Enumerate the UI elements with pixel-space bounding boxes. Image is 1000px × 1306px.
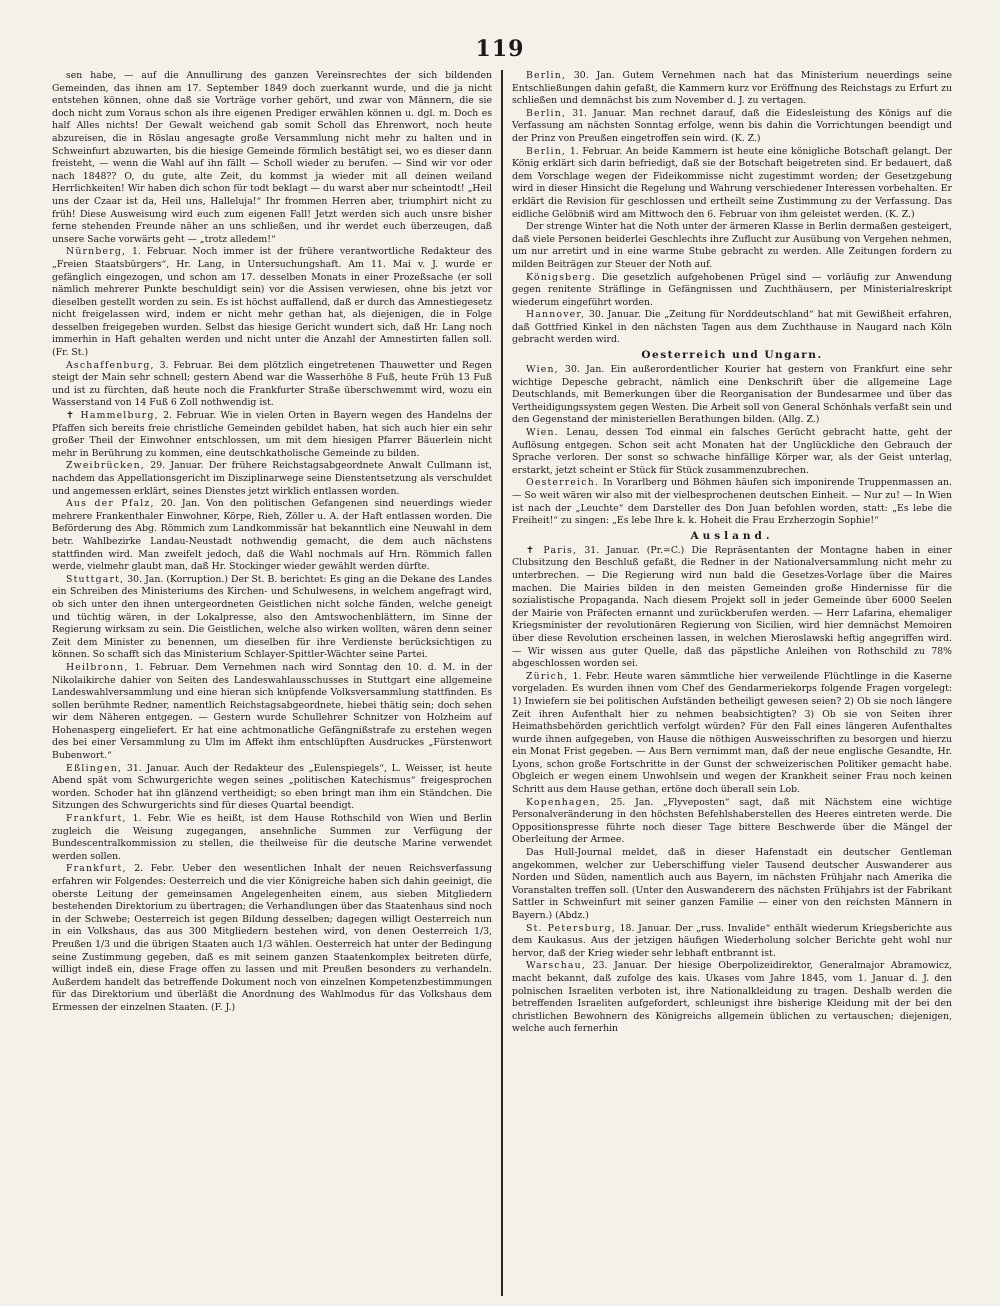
news-article [52,410,492,460]
two-column-layout [52,70,952,1296]
article-text: 30. Januar. Die „Zeitung für Norddeutschland“ hat mit Gewißheit erfahren, daß Gottfried Kinkel in den nächsten Tagen aus dem Zuchthause in Naugard nach Köln gebracht werden wird. [512,309,952,346]
article-text: 25. Jan. „Flyveposten“ sagt, daß mit Nächstem eine wichtige Personalveränderung in den höchsten Befehlshaberstellen des Heeres eintreten werde. Die Oppositionspresse führte noch dieser Tage bittere Beschwerde über die Mängel der Oberleitung der Armee. [512,796,952,846]
section-heading: Ausland. [690,529,774,542]
news-article [512,108,952,146]
article-dateline: St. Petersburg, [526,922,616,934]
news-article [512,427,952,477]
article-text: 1. Februar. Noch immer ist der frühere verantwortliche Redakteur des „Freien Staatsbürgers“, Hr. Lang, in Untersuchungshaft. Am 11. Mai v. J. wurde er gefänglich eingezogen, und schon am 17. desselben Monats in einer Prozeßsache (er soll nämlich mehrerer Punkte beschuldigt sein) vor die Assisen verwiesen, ohne bis jetzt vor dieselben gestellt worden zu sein. Es ist höchst auffallend, daß er durch das Amnestiegesetz nicht freigelassen wird, indem er nicht mehr gethan hat, als diejenigen, die in Folge desselben freigegeben wurden. Selbst das hiesige Gericht wundert sich, daß Hr. Lang noch immerhin in Haft gehalten werden und nicht unter die Anzahl der Amnestirten fallen soll. (Fr. St.) [52,246,492,359]
news-article [52,662,492,763]
article-text: 1. Februar. An beide Kammern ist heute eine königliche Botschaft gelangt. Der König erklärt sich darin befriedigt, daß sie der Botschaft beigetreten sind. Er bedauert, daß dem Vorschlage wegen der Fideikommisse nicht zugestimmt worden; der Gesetzgebung wird in dieser Hinsicht die Regelung und Wahrung verschiedener Interessen vorbehalten. Er erklärt die Revision für geschlossen und ertheilt seine Zustimmung zu der Verfassung. Das eidliche Gelöbniß wird am Mittwoch den 6. Februar von ihm geleistet werden. (K. Z.) [512,145,952,220]
left-column [52,70,492,1296]
news-article [512,70,952,108]
news-article [52,863,492,1014]
article-dateline: Warschau, [526,960,586,972]
news-article [52,246,492,359]
article-dateline: Oesterreich. [526,477,600,489]
news-article [512,671,952,797]
news-article [512,960,952,1036]
page-number: 119 [475,36,525,62]
news-article [512,477,952,527]
article-dateline: ✝ Hammelburg, [66,410,159,422]
article-text: In Vorarlberg und Böhmen häufen sich imponirende Truppenmassen an. — So weit wären wir also mit der vielbesprochenen deutschen Einheit. — Nur zu! — In Wien ist nach der „Leuchte“ dem Darsteller des Don Juan befohlen worden, statt: „Es lebe die Freiheit!“ zu singen: „Es lebe Ihre k. k. Hoheit die Frau Erzherzogin Sophie!“ [512,477,952,527]
article-text: 31. Januar. Man rechnet darauf, daß die Eidesleistung des Königs auf die Verfassung am nächsten Sonntag erfolge, wenn bis dahin die Vorrichtungen beendigt und der Prinz von Preußen eingetroffen sein wird. (K. Z.) [512,107,952,144]
news-article [52,763,492,813]
article-dateline: Frankfurt, [66,863,127,875]
news-article [52,460,492,498]
article-dateline: Hannover, [526,309,586,321]
article-dateline: Eßlingen, [66,762,123,774]
article-dateline: Aus der Pfalz, [66,498,155,510]
article-dateline: Wien. [526,427,559,439]
article-text: 18. Januar. Der „russ. Invalide“ enthält wiederum Kriegsberichte aus dem Kaukasus. Aus der jetzigen häufigen Wiederholung solcher Berichte geht wohl nur hervor, daß der Krieg wieder sehr lebhaft entbrannt ist. [512,922,952,959]
article-text: Die gesetzlich aufgehobenen Prügel sind — vorläufig zur Anwendung gegen renitente Sträflinge in Gefängnissen und Zuchthäusern, per Ministerialreskript wiederum eingeführt worden. [512,271,952,308]
article-text: 23. Januar. Der hiesige Oberpolizeidirektor, Generalmajor Abramowicz, macht bekannt, daß zufolge des kais. Ukases vom Jahre 1845, vom 1. Januar d. J. den polnischen Israeliten verboten ist, ihre Nationalkleidung zu tragen. Deshalb werden die betreffenden Israeliten aufgefordert, schleunigst ihre bisherige Kleidung mit der bei den christlichen Bewohnern des Königreichs allgemein üblichen zu vertauschen; diejenigen, welche auch fernerhin [512,960,952,1035]
column-divider [501,70,503,1296]
article-text: 2. Februar. Wie in vielen Orten in Bayern wegen des Handelns der Pfaffen sich bereits freie christliche Gemeinden gebildet haben, hat sich auch hier ein sehr großer Theil der Einwohner entschlossen, um mit dem hiesigen Pfarrer Bäuerlein nicht mehr in Berührung zu kommen, eine deutschkatholische Gemeinde zu bilden. [52,410,492,459]
article-dateline: Stuttgart, [66,573,125,585]
news-article [52,70,492,246]
article-dateline: Wien, [526,364,559,376]
article-text: 3. Februar. Bei dem plötzlich eingetretenen Thauwetter und Regen steigt der Main sehr schnell; gestern Abend war die Wasserhöhe 8 Fuß, heute Früh 13 Fuß und ist zu fürchten, daß heute noch die Frankfurter Straße überschwemmt wird, wozu ein Wasserstand von 14 Fuß 6 Zoll nothwendig ist. [52,359,492,409]
article-dateline: Heilbronn, [66,661,129,673]
news-article [512,309,952,347]
article-dateline: Berlin, [526,145,567,157]
article-text: 30. Jan. (Korruption.) Der St. B. berichtet: Es ging an die Dekane des Landes ein Schreiben des Ministeriums des Kirchen- und Schulwesens, in welchem angefragt wird, ob sich unter den ihnen untergeordneten Geistlichen nicht solche fänden, welche geneigt und tüchtig wären, in der Lokalpresse, also den Amtswochenblättern, im Sinne der Regierung wirksam zu sein. Die Geistlichen, welche also wirken wollten, wären denn seiner Zeit dem Minister zu benennen, um dieselben für ihre Verdienste berücksichtigen zu können. So schafft sich das Ministerium Schlayer-Spittler-Wächter seine Partei. [52,573,492,661]
news-article [512,272,952,310]
article-text: 20. Jan. Von den politischen Gefangenen sind neuerdings wieder mehrere Frankenthaler Einwohner, Körpe, Rieh, Zöller u. A. der Haft entlassen worden. Die Beförderung des Abg. Römmich zum Landkommissär hat bekanntlich eine Neuwahl in dem betr. Wahlbezirke Landau-Neustadt nothwendig gemacht, die dem auch nächstens stattfinden wird. Man zweifelt jedoch, daß die Wahl nochmals auf Hrn. Römmich fallen werde, vielmehr glaubt man, daß Hr. Stockinger wieder gewählt werden dürfte. [52,498,492,573]
news-article [52,813,492,863]
article-dateline: Kopenhagen, [526,796,601,808]
article-dateline: Frankfurt, [66,813,127,825]
news-article [512,364,952,427]
article-dateline: Berlin, [526,107,567,119]
article-dateline: Aschaffenburg, [66,359,155,371]
news-article [512,146,952,222]
news-article [512,545,952,671]
news-article [52,498,492,574]
article-text: 30. Jan. Ein außerordentlicher Kourier hat gestern von Frankfurt eine sehr wichtige Depesche gebracht, nämlich eine Denkschrift über die allgemeine Lage Deutschlands, mit Bemerkungen über die Reorganisation der Bundesarmee und über das Vertheidigungssystem gegen Westen. Die Arbeit soll von General Schönhals verfaßt sein und den Gegenstand der ministeriellen Berathungen bilden. (Allg. Z.) [512,364,952,426]
news-article [512,221,952,271]
article-text: Lenau, dessen Tod einmal ein falsches Gerücht gebracht hatte, geht der Auflösung entgegen. Schon seit acht Monaten hat der Unglückliche den Gebrauch der Sprache verloren. Der sonst so schwache hinfällige Körper war, als der Geist unterlag, erstarkt, jetzt scheint er Stück für Stück zusammenzubrechen. [512,427,952,476]
section-heading: Oesterreich und Ungarn. [641,349,823,362]
article-text: 1. Febr. Wie es heißt, ist dem Hause Rothschild von Wien und Berlin zugleich die Weisung zugegangen, ansehnliche Summen zur Verfügung der Bundescentralkommission zu stellen, die theilweise für die deutsche Marine verwendet werden sollen. [52,813,492,862]
article-text: 2. Febr. Ueber den wesentlichen Inhalt der neuen Reichsverfassung erfahren wir Folgendes: Oesterreich und die vier Königreiche haben sich dahin geeinigt, die oberste Leitung der gemeinsamen Angelegenheiten einem, aus sieben Mitgliedern bestehenden Direktorium zu übertragen; die Verhandlungen über das Staatenhaus sind noch in der Schwebe; Oesterreich ist gegen Bildung desselben; dagegen willigt Oesterreich nun in ein Volkshaus, das aus 300 Mitgliedern bestehen wird, von denen Oesterreich 1/3, Preußen 1/3 und die übrigen Staaten auch 1/3 wählen. Oesterreich hat unter der Bedingung seine Zustimmung gegeben, daß es mit seinem ganzen Staatenkomplex beitreten dürfe, willigt indeß ein, diese Frage offen zu lassen und mit Preußen besonders zu verhandeln. Außerdem handelt das betreffende Dokument noch von einzelnen Kompetenzbestimmungen für das Direktorium und überläßt die Anordnung des Wahlmodus für das Volkshaus dem Ermessen der einzelnen Staaten. (F. J.) [52,863,492,1013]
article-text: 29. Januar. Der frühere Reichstagsabgeordnete Anwalt Cullmann ist, nachdem das Appellationsgericht im Disziplinarwege seine Dienstentsetzung als verschuldet und angemessen erklärt, seines Dienstes jetzt wirklich entlassen worden. [52,460,492,497]
article-dateline: Nürnberg, [66,246,127,258]
news-article [512,797,952,847]
news-article [512,847,952,923]
article-text: 1. Febr. Heute waren sämmtliche hier verweilende Flüchtlinge in die Kaserne vorgeladen. Es wurden ihnen vom Chef des Gendarmeriekorps folgende Fragen vorgelegt: 1) Inwiefern sie bei politischen Aufständen betheiligt gewesen seien? 2) Ob sie noch längere Zeit ihren Aufenthalt hier zu nehmen beabsichtigten? 3) Ob sie von Seiten ihrer Heimathsbehörden gerichtlich verfolgt würden? Für den Fall eines längeren Aufenthaltes wurde ihnen aufgegeben, von Hause die nöthigen Ausweisschriften zu besorgen und hierzu ein Monat Frist gegeben. — Aus Bern vernimmt man, daß der neue englische Gesandte, Hr. Lyons, schon große Fortschritte in der Gunst der schweizerischen Politiker gemacht habe. Obgleich er wegen einem Unwohlsein und wegen der Krankheit seiner Frau noch keinen Schritt aus dem Hause gethan, ertöne doch überall sein Lob. [512,670,952,796]
article-text: Das Hull-Journal meldet, daß in dieser Hafenstadt ein deutscher Gentleman angekommen, welcher zur Ueberschiffung vieler Tausend deutscher Auswanderer aus Norden und Süden, namentlich auch aus Bayern, im nächsten Frühjahr nach Amerika die Voranstalten treffen soll. (Unter den Auswanderern des nächsten Frühjahrs ist der Fabrikant Sattler in Schweinfurt mit seiner ganzen Familie — einer von den reichsten Männern in Bayern.) (Abdz.) [512,847,952,921]
article-text: 30. Jan. Gutem Vernehmen nach hat das Ministerium neuerdings seine Entschließungen dahin gefaßt, die Kammern kurz vor Eröffnung des Reichstags zu Erfurt zu schließen und demnächst bis zum November d. J. zu vertagen. [512,70,952,107]
article-dateline: ✝ Paris, [526,544,578,556]
article-text: sen habe, — auf die Annullirung des ganzen Vereinsrechtes der sich bildenden Gemeinden, das ihnen am 17. September 1849 doch zuerkannt wurde, und die ja nicht entstehen können, ohne daß sie Vorträge vorher gehört, und zwar von Männern, die sie doch nicht zum Voraus schon als ihre eigenen Prediger erwählen können u. dgl. m. Doch es half Alles nichts! Der Gewalt weichend gab somit Scholl das Ehrenwort, noch heute abzureisen, die in Röslau angesagte große Versammlung nicht mehr zu halten und in Schweinfurt abzuwarten, bis die hiesige Gemeinde förmlich bestätigt sei, wo es dieser dann freisteht, — wenn die Wahl auf ihn fällt — Scholl wieder zu berufen. — Sind wir vor oder nach 1848?? O, du gute, alte Zeit, du kommst ja wieder mit all deinen weiland Herrlichkeiten! Wir haben dich schon für todt beklagt — du warst aber nur scheintodt! „Heil uns der Czaar ist da, Heil uns, Halleluja!“ Ihr frommen Herren aber, triumphirt nicht zu früh! Diese Ausweisung wird euch zum eigenen Fall! Jetzt werden sich auch unsre bisher ferne stehenden Freunde näher an uns schließen, und ihr werdet euch überzeugen, daß unsere Sache vorwärts geht — „trotz alledem!“ [52,70,492,245]
article-text: 1. Februar. Dem Vernehmen nach wird Sonntag den 10. d. M. in der Nikolaikirche dahier von Seiten des Landeswahlausschusses in Stuttgart eine allgemeine Landeswahlversammlung und eine hieran sich knüpfende Volksversammlung stattfinden. Es sollen berühmte Redner, namentlich Reichstagsabgeordnete, hiebei thätig sein; doch sehen wir dem Näheren entgegen. — Gestern wurde Schullehrer Schnitzer von Holzheim auf Hohenasperg eingeliefert. Er hat eine achtmonatliche Gefängnißstrafe zu erstehen wegen des bei einer Versammlung zu Ulm im Affekt ihm entschlüpften Ausdruckes „Fürstenwort Bubenwort.“ [52,661,492,762]
news-article [52,360,492,410]
article-text: Der strenge Winter hat die Noth unter der ärmeren Klasse in Berlin dermaßen gesteigert, daß viele Personen beiderlei Geschlechts ihre Zuflucht zur Ausübung von Vergehen nehmen, um nur arretirt und in eine warme Stube gebracht zu werden. Alle Zeitungen fordern zu milden Beiträgen zur Steuer der Noth auf. [512,221,952,270]
news-article [52,574,492,662]
article-text: 31. Januar. (Pr.=C.) Die Repräsentanten der Montagne haben in einer Clubsitzung den Beschluß gefaßt, die Redner in der Nationalversammlung nicht mehr zu unterbrechen. — Die Regierung wird nun bald die Gesetzes-Vorlage über die Maires machen. Die Mairies bilden in den meisten Gemeinden große Hindernisse für die sozialistische Propaganda. Nach diesem Projekt soll in jeder Gemeinde über 6000 Seelen der Mairie von Präfecten ernannt und zurückberufen werden. — Herr Lafarina, ehemaliger Kriegsminister der revolutionären Regierung von Sicilien, wird hier demnächst Memoiren über diese Revolution erscheinen lassen, in welchen Mieroslawski heftig angegriffen wird. — Wir wissen aus guter Quelle, daß das päpstliche Anleihen von Rothschild zu 78% abgeschlossen worden sei. [512,544,952,670]
article-dateline: Zürich, [526,670,569,682]
article-dateline: Berlin, [526,70,567,81]
right-column [512,70,952,1296]
news-article [512,923,952,961]
article-dateline: Königsberg. [526,271,596,283]
article-text: 31. Januar. Auch der Redakteur des „Eulenspiegels“, L. Weisser, ist heute Abend spät vom Schwurgerichte wegen seines „politischen Katechismus“ freigesprochen worden. Schoder hat ihn glänzend vertheidigt; so eben bringt man ihm ein Ständchen. Die Sitzungen des Schwurgerichts sind für dieses Quartal beendigt. [52,762,492,812]
article-dateline: Zweibrücken, [66,460,145,472]
